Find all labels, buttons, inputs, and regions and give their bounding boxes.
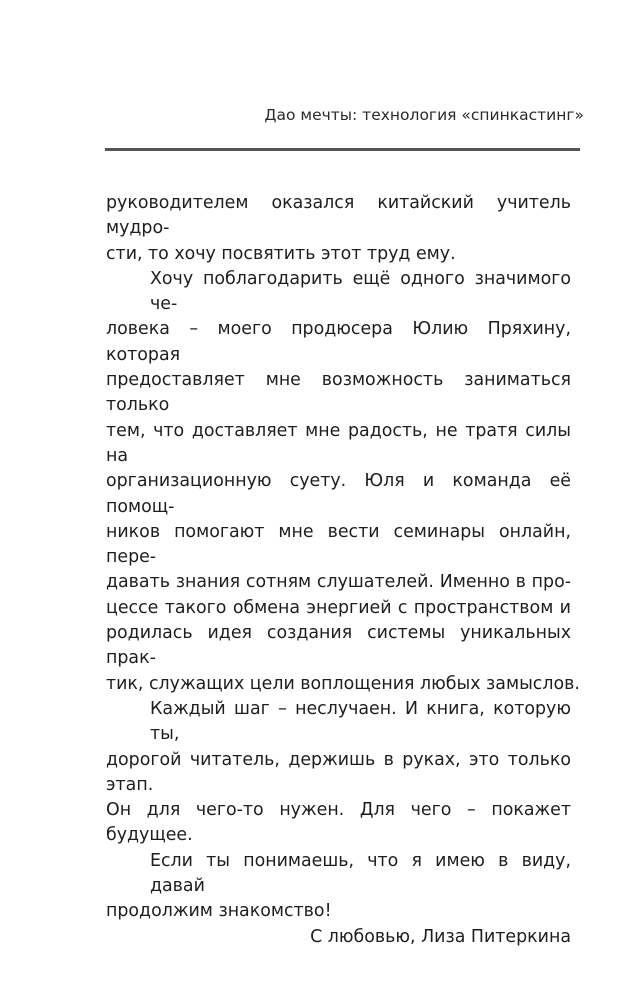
signature: С любовью, Лиза Питеркина xyxy=(310,926,571,947)
body-text xyxy=(106,191,580,950)
text-line: ников помогают мне вести семинары онлайн, пере- xyxy=(106,521,571,568)
text-line: организационную суету. Юля и команда её помощ- xyxy=(106,471,571,517)
text-line: Хочу поблагодарить ещё одного значимого че- xyxy=(150,268,571,315)
header-rule xyxy=(105,148,580,151)
text-line: Каждый шаг – неслучаен. И книга, которую ты, xyxy=(150,698,571,745)
text-line: Он для чего-то нужен. Для чего – покажет будущее. xyxy=(106,800,571,846)
text-line: родилась идея создания системы уникальных прак- xyxy=(106,623,571,669)
text-line: продолжим знакомство! xyxy=(106,901,332,922)
text-lines xyxy=(106,191,580,925)
text-line: давать знания сотням слушателей. Именно в про- xyxy=(106,572,571,593)
text-line: тик, служащих цели воплощения любых замыслов. xyxy=(106,673,580,694)
text-line: Если ты понимаешь, что я имею в виду, давай xyxy=(150,850,571,897)
text-line: ловека – моего продюсера Юлию Пряхину, которая xyxy=(106,319,571,365)
text-line: руководителем оказался китайский учитель мудро- xyxy=(106,193,571,239)
text-line: цессе такого обмена энергией с пространством и xyxy=(106,597,571,618)
text-line: предоставляет мне возможность заниматься только xyxy=(106,370,571,416)
text-line: сти, то хочу посвятить этот труд ему. xyxy=(106,243,456,264)
text-line: дорогой читатель, держишь в руках, это только этап. xyxy=(106,749,571,795)
text-line: тем, что доставляет мне радость, не тратя силы на xyxy=(106,420,571,466)
running-head: Дао мечты: технология «спинкастинг» xyxy=(264,106,584,124)
